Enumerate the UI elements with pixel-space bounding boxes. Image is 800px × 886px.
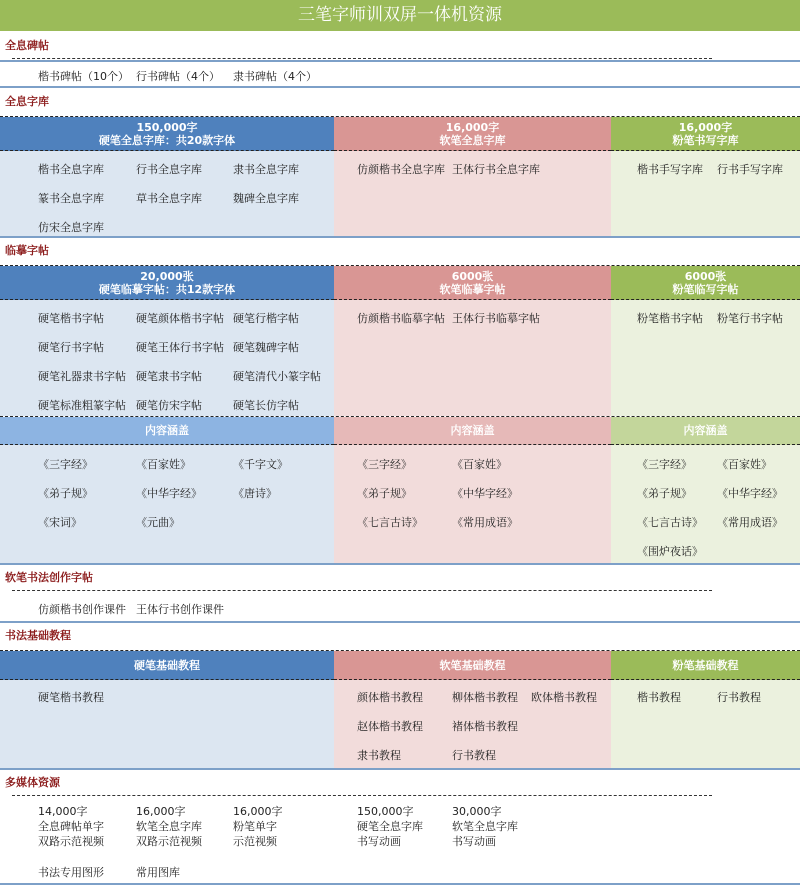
content-link[interactable]: 《百家姓》 xyxy=(452,458,507,471)
content-link[interactable]: 《元曲》 xyxy=(136,516,180,529)
content-link[interactable]: 《中华字经》 xyxy=(452,487,518,500)
copybook-link[interactable]: 硬笔颜体楷书字帖 xyxy=(136,312,224,325)
media-item[interactable]: 150,000字 硬笔全息字库 书写动画 xyxy=(357,805,423,848)
tutorial-hard-header: 硬笔基础教程 xyxy=(0,651,334,680)
divider xyxy=(12,58,712,59)
section-tutorial-title: 书法基础教程 xyxy=(5,629,71,642)
font-link[interactable]: 草书全息字库 xyxy=(136,192,202,205)
tutorial-link[interactable]: 赵体楷书教程 xyxy=(357,720,423,733)
tutorial-link[interactable]: 行书教程 xyxy=(717,691,761,704)
content-link[interactable]: 《中华字经》 xyxy=(717,487,783,500)
content-link[interactable]: 《百家姓》 xyxy=(136,458,191,471)
stele-link[interactable]: 行书碑帖（4个） xyxy=(136,70,220,83)
stele-link[interactable]: 隶书碑帖（4个） xyxy=(233,70,317,83)
content-link[interactable]: 《千字文》 xyxy=(233,458,288,471)
tutorial-soft-header: 软笔基础教程 xyxy=(334,651,611,680)
copybook-link[interactable]: 硬笔礼器隶书字帖 xyxy=(38,370,126,383)
content-link[interactable]: 《三字经》 xyxy=(637,458,692,471)
font-link[interactable]: 行书全息字库 xyxy=(136,163,202,176)
copy-hard-header: 20,000张 硬笔临摹字帖：共12款字体 xyxy=(0,266,334,300)
creation-link[interactable]: 王体行书创作课件 xyxy=(136,603,224,616)
content-link[interactable]: 《常用成语》 xyxy=(452,516,518,529)
font-link[interactable]: 楷书全息字库 xyxy=(38,163,104,176)
tutorial-link[interactable]: 硬笔楷书教程 xyxy=(38,691,104,704)
content-link[interactable]: 《弟子规》 xyxy=(38,487,93,500)
section-fonts-title: 全息字库 xyxy=(5,95,49,108)
copybook-link[interactable]: 硬笔仿宋字帖 xyxy=(136,399,202,412)
font-link[interactable]: 魏碑全息字库 xyxy=(233,192,299,205)
copybook-link[interactable]: 硬笔行书字帖 xyxy=(38,341,104,354)
font-link[interactable]: 王体行书全息字库 xyxy=(452,163,540,176)
content-link[interactable]: 《唐诗》 xyxy=(233,487,277,500)
tutorial-chalk-header: 粉笔基础教程 xyxy=(611,651,800,680)
content-link[interactable]: 《宋词》 xyxy=(38,516,82,529)
content-soft-header: 内容涵盖 xyxy=(334,417,611,445)
copybook-link[interactable]: 硬笔长仿字帖 xyxy=(233,399,299,412)
section-media-title: 多媒体资源 xyxy=(5,776,60,789)
divider xyxy=(0,621,800,623)
media-link[interactable]: 常用图库 xyxy=(136,866,180,879)
content-link[interactable]: 《百家姓》 xyxy=(717,458,772,471)
content-link[interactable]: 《七言古诗》 xyxy=(357,516,423,529)
divider xyxy=(0,883,800,885)
copybook-link[interactable]: 粉笔楷书字帖 xyxy=(637,312,703,325)
divider xyxy=(0,236,800,238)
content-link[interactable]: 《围炉夜话》 xyxy=(637,545,703,558)
font-link[interactable]: 行书手写字库 xyxy=(717,163,783,176)
fonts-soft-header: 16,000字 软笔全息字库 xyxy=(334,117,611,151)
copybook-link[interactable]: 硬笔标准粗篆字帖 xyxy=(38,399,126,412)
fonts-chalk-header: 16,000字 粉笔书写字库 xyxy=(611,117,800,151)
font-link[interactable]: 隶书全息字库 xyxy=(233,163,299,176)
font-link[interactable]: 楷书手写字库 xyxy=(637,163,703,176)
divider xyxy=(0,563,800,565)
media-item[interactable]: 30,000字 软笔全息字库 书写动画 xyxy=(452,805,518,848)
media-item[interactable]: 16,000字 粉笔单字 示范视频 xyxy=(233,805,283,848)
section-stele-title: 全息碑帖 xyxy=(0,36,800,62)
tutorial-link[interactable]: 柳体楷书教程 xyxy=(452,691,518,704)
tutorial-link[interactable]: 欧体楷书教程 xyxy=(531,691,597,704)
copybook-link[interactable]: 粉笔行书字帖 xyxy=(717,312,783,325)
content-link[interactable]: 《中华字经》 xyxy=(136,487,202,500)
font-link[interactable]: 仿颜楷书全息字库 xyxy=(357,163,445,176)
media-link[interactable]: 书法专用图形 xyxy=(38,866,104,879)
section-creation-title: 软笔书法创作字帖 xyxy=(5,571,93,584)
content-link[interactable]: 《常用成语》 xyxy=(717,516,783,529)
divider xyxy=(0,86,800,88)
content-link[interactable]: 《弟子规》 xyxy=(357,487,412,500)
content-link[interactable]: 《三字经》 xyxy=(38,458,93,471)
font-link[interactable]: 仿宋全息字库 xyxy=(38,221,104,234)
content-chalk-header: 内容涵盖 xyxy=(611,417,800,445)
content-link[interactable]: 《弟子规》 xyxy=(637,487,692,500)
creation-link[interactable]: 仿颜楷书创作课件 xyxy=(38,603,126,616)
copybook-link[interactable]: 硬笔隶书字帖 xyxy=(136,370,202,383)
tutorial-link[interactable]: 隶书教程 xyxy=(357,749,401,762)
copybook-link[interactable]: 王体行书临摹字帖 xyxy=(452,312,540,325)
divider xyxy=(12,795,712,796)
tutorial-link[interactable]: 颜体楷书教程 xyxy=(357,691,423,704)
content-hard-header: 内容涵盖 xyxy=(0,417,334,445)
copybook-link[interactable]: 硬笔魏碑字帖 xyxy=(233,341,299,354)
content-link[interactable]: 《三字经》 xyxy=(357,458,412,471)
content-link[interactable]: 《七言古诗》 xyxy=(637,516,703,529)
fonts-hard-header: 150,000字 硬笔全息字库：共20款字体 xyxy=(0,117,334,151)
copybook-link[interactable]: 硬笔清代小篆字帖 xyxy=(233,370,321,383)
section-copy-title: 临摹字帖 xyxy=(5,244,49,257)
copybook-link[interactable]: 硬笔王体行书字帖 xyxy=(136,341,224,354)
copy-chalk-header: 6000张 粉笔临写字帖 xyxy=(611,266,800,300)
tutorial-link[interactable]: 楷书教程 xyxy=(637,691,681,704)
copybook-link[interactable]: 硬笔楷书字帖 xyxy=(38,312,104,325)
media-item[interactable]: 16,000字 软笔全息字库 双路示范视频 xyxy=(136,805,202,848)
tutorial-link[interactable]: 行书教程 xyxy=(452,749,496,762)
font-link[interactable]: 篆书全息字库 xyxy=(38,192,104,205)
media-item[interactable]: 14,000字 全息碑帖单字 双路示范视频 xyxy=(38,805,104,848)
divider xyxy=(0,768,800,770)
page-title: 三笔字师训双屏一体机资源 xyxy=(0,0,800,31)
copy-soft-header: 6000张 软笔临摹字帖 xyxy=(334,266,611,300)
tutorial-link[interactable]: 褚体楷书教程 xyxy=(452,720,518,733)
divider xyxy=(12,590,712,591)
stele-link[interactable]: 楷书碑帖（10个） xyxy=(38,70,129,83)
copybook-link[interactable]: 仿颜楷书临摹字帖 xyxy=(357,312,445,325)
copybook-link[interactable]: 硬笔行楷字帖 xyxy=(233,312,299,325)
